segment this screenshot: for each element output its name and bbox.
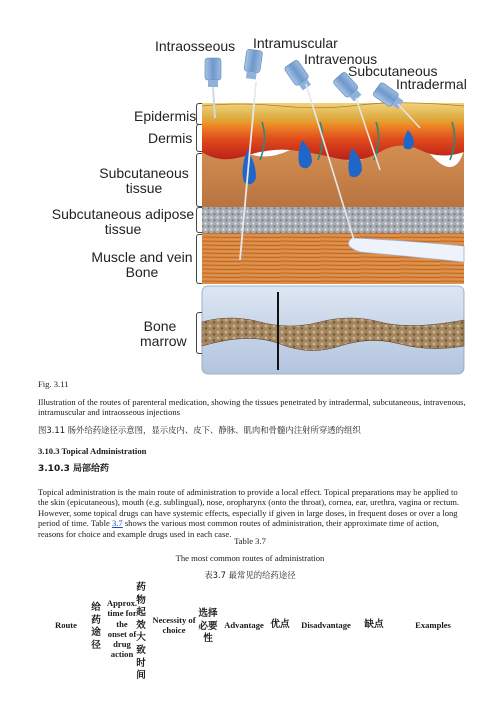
route-label-subcutaneous: Subcutaneous [348, 63, 438, 79]
layer-label-adipose-tissue [48, 207, 198, 237]
header-line: the [116, 618, 128, 629]
header-line: Necessity of [152, 615, 196, 625]
header-char: 药 [91, 614, 101, 626]
header-line: choice [162, 625, 186, 636]
layer-label-dermis: Dermis [148, 130, 193, 146]
header-char: 径 [91, 639, 101, 651]
route-label-intramuscular: Intramuscular [253, 35, 338, 51]
layer-label-line: Bone [143, 318, 177, 334]
layer-label-line: tissue [125, 180, 163, 196]
route-label-intravenous: Intravenous [304, 51, 378, 67]
header-line: drug [113, 639, 131, 650]
brace-marrow [196, 312, 202, 354]
header-advantage-cn: 优点 [270, 619, 290, 630]
header-examples: Examples [415, 620, 451, 630]
header-char: 时 [136, 657, 146, 669]
header-char: 间 [136, 670, 146, 682]
table-number: Table 3.7 [234, 536, 266, 546]
header-char: 致 [136, 644, 146, 656]
section-paragraph [38, 487, 466, 539]
header-disadvantage: Disadvantage [301, 620, 351, 630]
brace-muscle [196, 234, 202, 284]
layer-label-muscle [86, 250, 198, 280]
paragraph-text: shows the various most common routes of administration, their approximate time of action, reasons for choice and example drugs used in each case. [38, 518, 439, 539]
layer-label-epidermis: Epidermis [134, 108, 197, 124]
header-route: Route [55, 620, 77, 630]
header-char: 给 [91, 602, 101, 613]
layer-label-line: Subcutaneous adipose [51, 206, 195, 222]
header-char: 物 [136, 594, 146, 606]
section-heading-cn: 3.10.3 局部给药 [38, 464, 110, 474]
table-link[interactable]: 3.7 [111, 518, 123, 529]
header-approx-time-cn [134, 582, 148, 683]
header-line: 选择 [198, 608, 218, 619]
brace-epidermis [196, 103, 202, 125]
layer-label-marrow [140, 318, 187, 349]
route-label-intraosseous: Intraosseous [155, 38, 236, 54]
figure-caption: Illustration of the routes of parenteral medication, showing the tissues penetrated by intradermal, subcutaneous, intravenous, intramuscular and intraosseous injections [38, 397, 466, 418]
epidermis-layer [202, 103, 464, 121]
header-line: onset of [107, 628, 137, 639]
header-line: Approx. [106, 598, 138, 608]
figure-caption-cn: 图3.11 肠外给药途径示意图，显示皮内、皮下、静脉、肌肉和骨髓内注射所穿透的组织 [38, 425, 361, 435]
header-necessity [150, 615, 198, 636]
paragraph-text: Topical administration is the main route of administration to provide a local effect. Topical preparations may be applied to the skin (epicutaneous), mouth (e.g. sublingual), nose, oropharynx (onto the throat), cornea, ear, urethra, vagina or rectum. However, some topical drugs can have systemic effects, especially if given in large doses, in frequent doses or over a long period of time. Table [38, 487, 460, 529]
brace-subcutaneous [196, 153, 202, 207]
header-advantage: Advantage [224, 620, 264, 630]
header-char: 起 [136, 607, 146, 619]
header-necessity-cn [196, 608, 220, 646]
brace-dermis [196, 124, 202, 152]
table-title-cn: 表3.7 最常见的给药途径 [204, 570, 296, 580]
layer-label-subcutaneous-tissue [96, 166, 192, 196]
layer-label-line: Bone [125, 264, 159, 280]
header-line: time for [107, 608, 137, 619]
section-heading: 3.10.3 Topical Administration [38, 446, 147, 456]
layer-label-line: tissue [104, 221, 142, 237]
layer-label-line: marrow [140, 333, 187, 349]
layer-label-line: Muscle and vein [91, 249, 193, 265]
header-disadvantage-cn: 缺点 [364, 619, 384, 630]
table-title: The most common routes of administration [175, 553, 325, 563]
adipose-layer [202, 206, 464, 233]
intramuscular-needle [243, 49, 263, 80]
header-char: 药 [136, 582, 146, 593]
brace-adipose [196, 207, 202, 233]
header-line: 性 [203, 633, 213, 645]
figure-number: Fig. 3.11 [38, 379, 69, 389]
route-label-intradermal: Intradermal [396, 76, 467, 92]
layer-label-line: Subcutaneous [99, 165, 189, 181]
header-line: 必要 [198, 620, 218, 632]
header-char: 大 [136, 632, 146, 644]
header-line: action [110, 649, 134, 660]
header-char: 效 [136, 619, 146, 631]
header-char: 途 [91, 627, 101, 639]
